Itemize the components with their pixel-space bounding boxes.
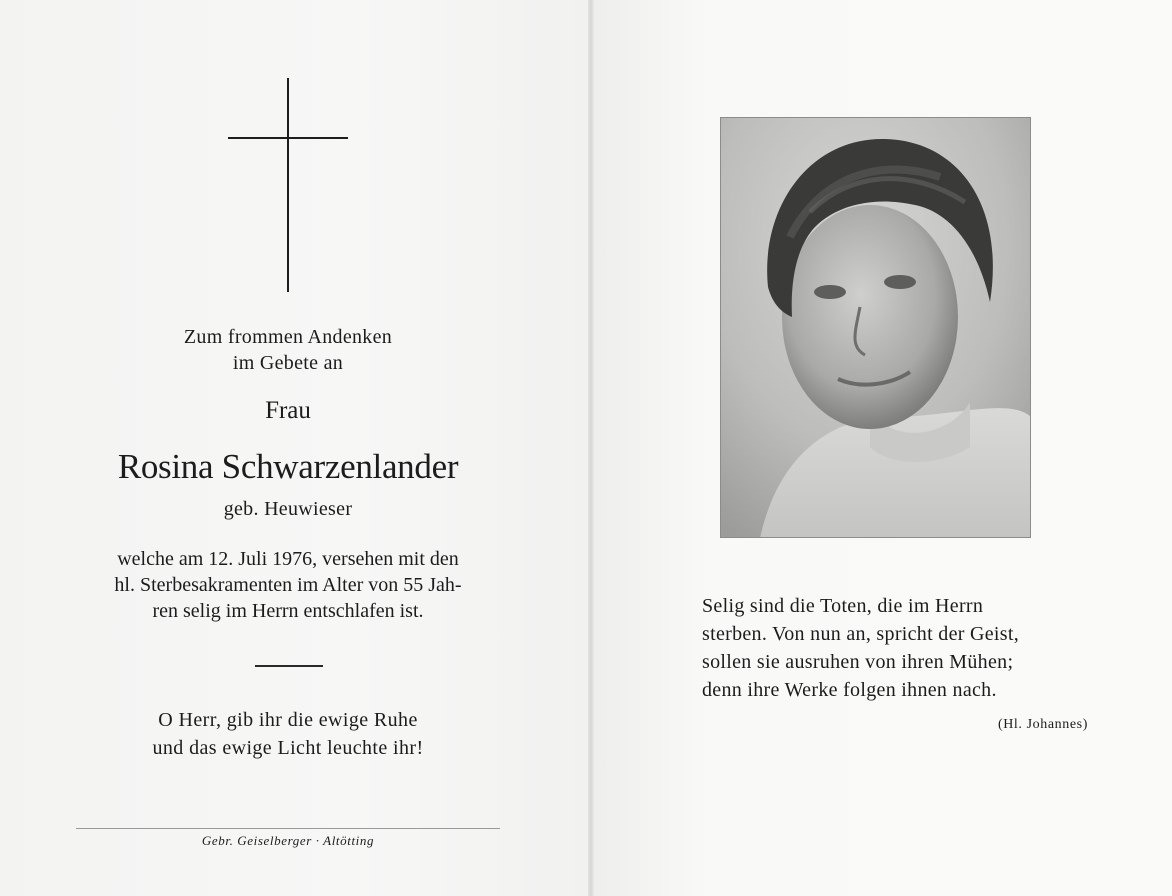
card-fold — [588, 0, 594, 896]
printer-imprint: Gebr. Geiselberger · Altötting — [201, 833, 375, 848]
death-notice — [60, 546, 516, 624]
remembrance-line-2: im Gebete an — [232, 352, 344, 374]
footer-rule — [76, 828, 500, 829]
verse-source: (Hl. Johannes) — [997, 717, 1088, 732]
death-notice-line: welche am 12. Juli 1976, versehen mit den — [117, 548, 459, 570]
verse-line: sterben. Von nun an, spricht der Geist, — [702, 623, 1020, 645]
verse-line: sollen sie ausruhen von ihren Mühen; — [702, 651, 1014, 673]
death-notice-line: hl. Sterbesakramenten im Alter von 55 Jah- — [114, 574, 462, 596]
prayer — [60, 706, 516, 762]
deceased-name: Rosina Schwarzenlander — [117, 447, 459, 486]
prayer-line: O Herr, gib ihr die ewige Ruhe — [158, 709, 418, 731]
death-notice-line: ren selig im Herrn entschlafen ist. — [152, 600, 424, 622]
portrait-photo — [720, 117, 1031, 538]
bible-verse — [702, 592, 1102, 704]
prayer-line: und das ewige Licht leuchte ihr! — [152, 737, 424, 759]
section-divider — [255, 665, 323, 667]
honorific: Frau — [265, 397, 311, 424]
cross-vertical-bar — [287, 78, 289, 292]
cross-horizontal-bar — [228, 137, 348, 139]
verse-line: Selig sind die Toten, die im Herrn — [702, 595, 984, 617]
remembrance-line-1: Zum frommen Andenken — [183, 326, 393, 348]
verse-line: denn ihre Werke folgen ihnen nach. — [702, 679, 997, 701]
birth-name: geb. Heuwieser — [223, 498, 353, 520]
remembrance-heading — [60, 324, 516, 376]
